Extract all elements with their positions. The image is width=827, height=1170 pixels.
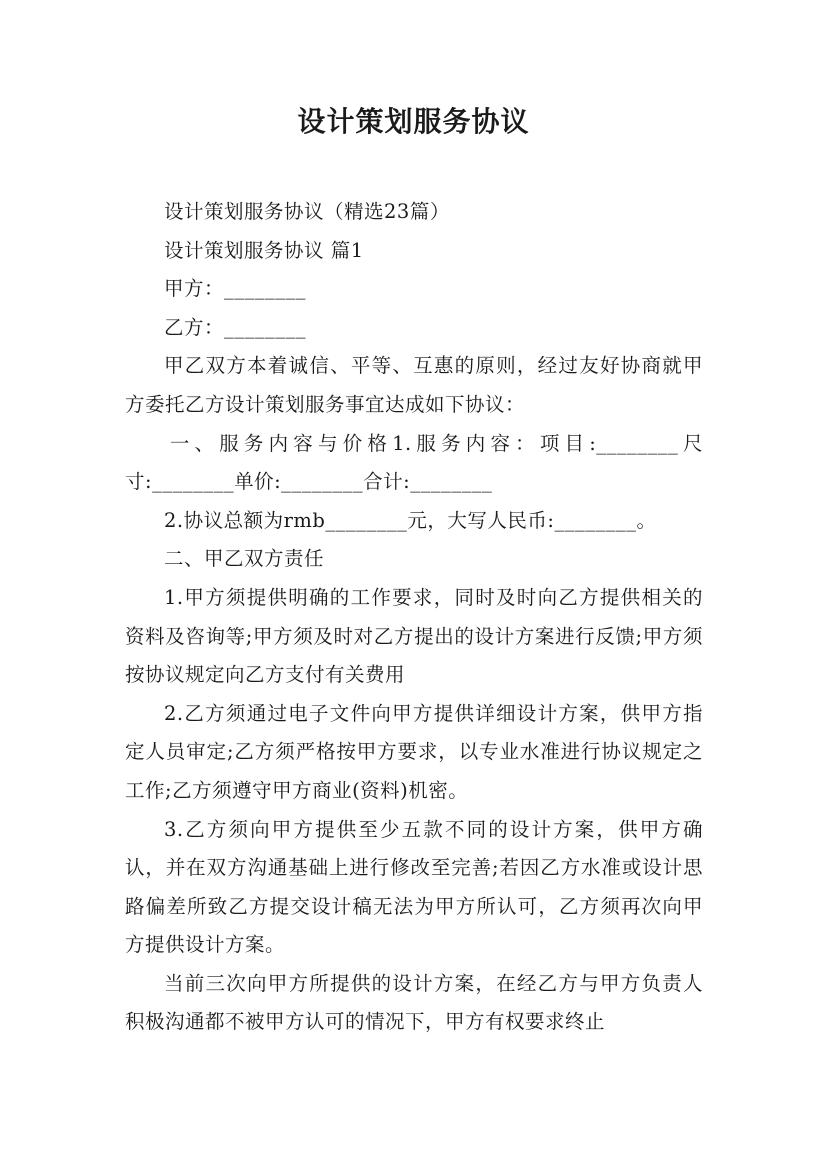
paragraph-section-2-heading: 二、甲乙双方责任 [164, 547, 325, 571]
paragraph-heading-part-1: 设计策划服务协议 篇1 [164, 238, 364, 262]
paragraph-clause-continued: 当前三次向甲方所提供的设计方案，在经乙方与甲方负责人积极沟通都不被甲方认可的情况下，甲方有权要求终止 [125, 971, 703, 1034]
paragraph-party-b: 乙方：________ [164, 315, 307, 339]
document-body [125, 193, 703, 1042]
document-title: 设计策划服务协议 [297, 105, 530, 138]
paragraph-subtitle: 设计策划服务协议（精选23篇） [164, 200, 450, 223]
paragraph-clause-1: 1.甲方须提供明确的工作要求，同时及时向乙方提供相关的资料及咨询等;甲方须及时对乙方提出的设计方案进行反馈;甲方须按协议规定向乙方支付有关费用 [125, 585, 703, 687]
paragraph-clause-2: 2.乙方须通过电子文件向甲方提供详细设计方案，供甲方指定人员审定;乙方须严格按甲方要求，以专业水准进行协议规定之工作;乙方须遵守甲方商业(资料)机密。 [125, 701, 703, 802]
paragraph-total-amount: 2.协议总额为rmb________元，大写人民币:________。 [164, 508, 657, 532]
paragraph-section-1: 一、服务内容与价格1.服务内容：项目:________尺寸:________单价:________合计:________ [125, 431, 703, 494]
paragraph-intro: 甲乙双方本着诚信、平等、互惠的原则，经过友好协商就甲方委托乙方设计策划服务事宜达成如下协议： [125, 354, 703, 416]
paragraph-clause-3: 3.乙方须向甲方提供至少五款不同的设计方案，供甲方确认，并在双方沟通基础上进行修改至完善;若因乙方水准或设计思路偏差所致乙方提交设计稿无法为甲方所认可，乙方须再次向甲方提供设计方案。 [125, 817, 703, 957]
paragraph-party-a: 甲方：________ [164, 277, 307, 301]
